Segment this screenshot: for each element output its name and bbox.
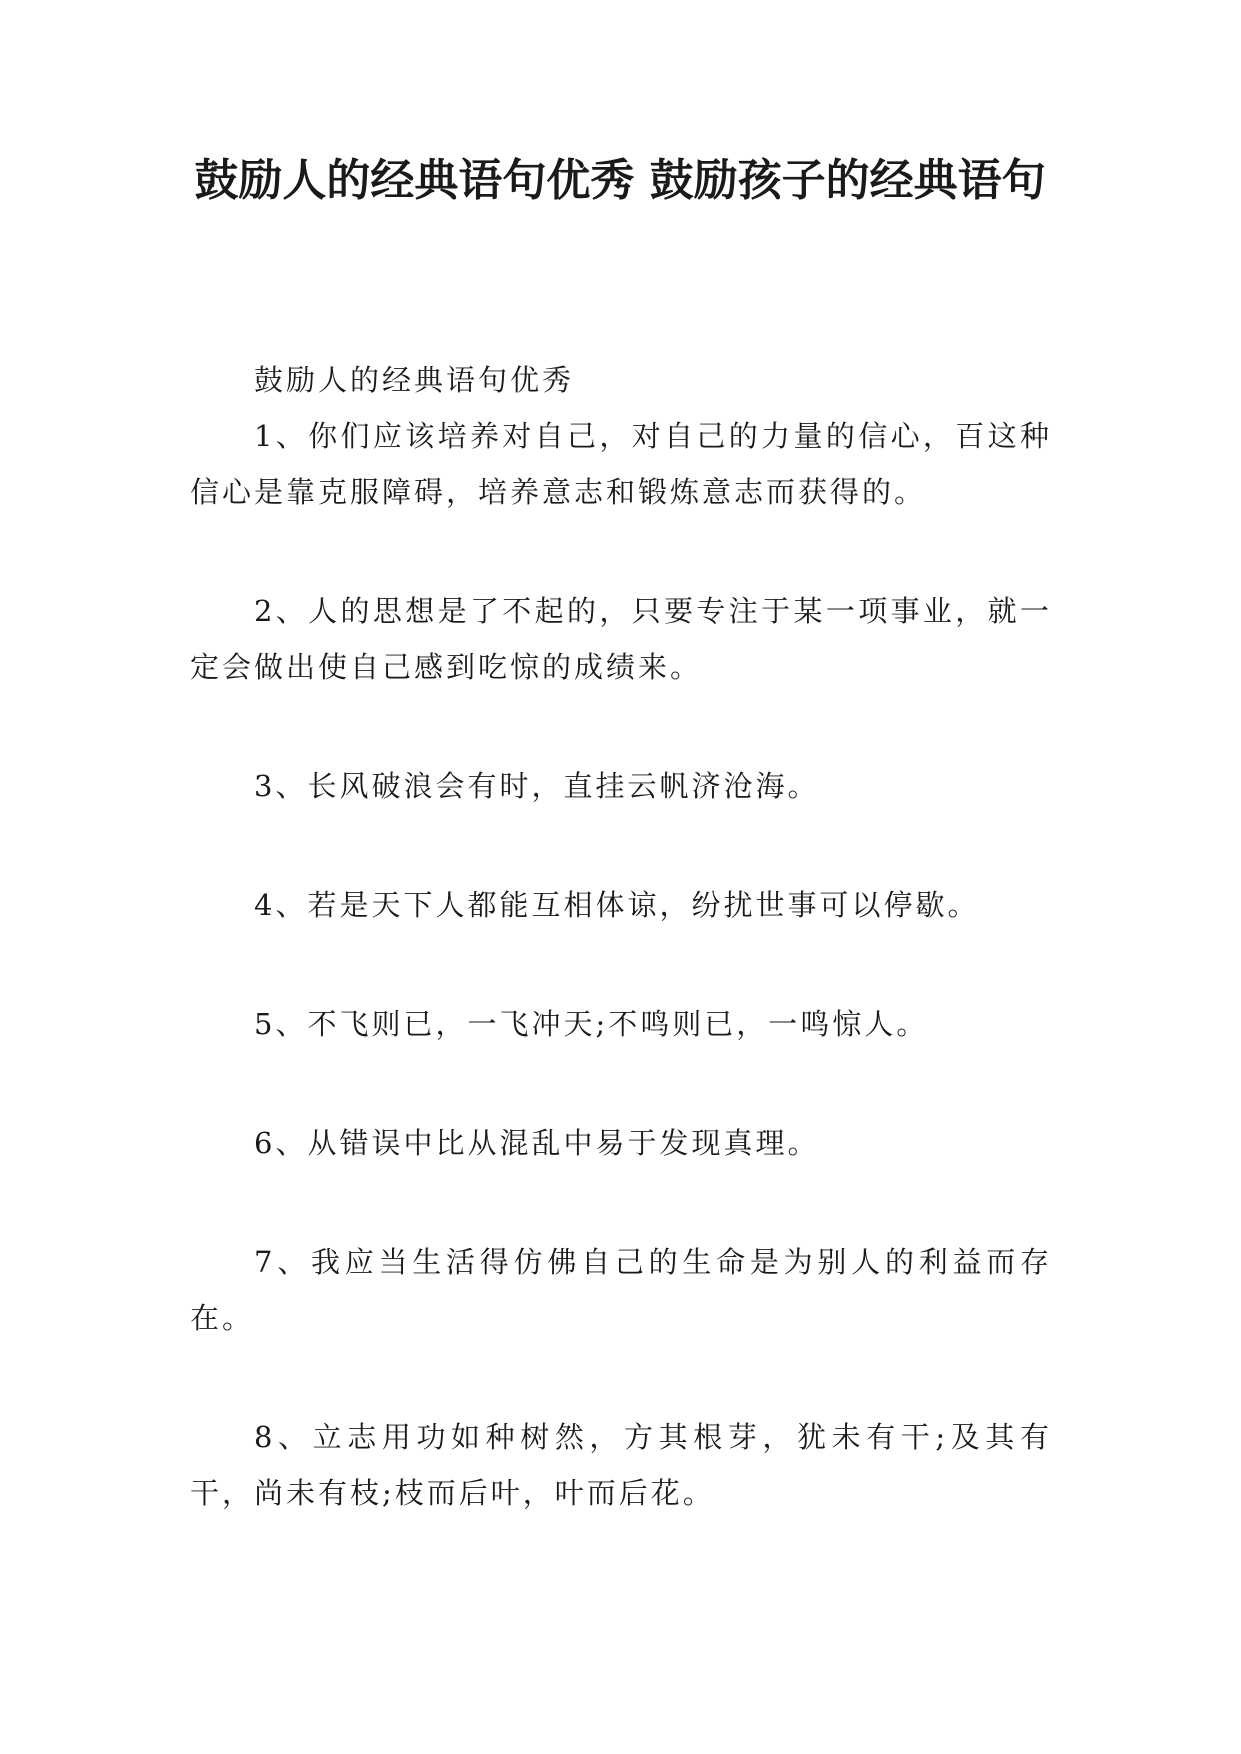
list-item: 6、从错误中比从混乱中易于发现真理。 <box>254 1126 820 1160</box>
list-item: 2、人的思想是了不起的，只要专注于某一项事业，就一定会做出使自己感到吃惊的成绩来。 <box>190 594 1052 684</box>
subheading: 鼓励人的经典语句优秀 <box>254 363 575 397</box>
list-item: 5、不飞则已，一飞冲天;不鸣则已，一鸣惊人。 <box>254 1007 929 1041</box>
document-body <box>190 352 1052 1521</box>
list-item: 3、长风破浪会有时，直挂云帆济沧海。 <box>254 769 820 803</box>
document-title: 鼓励人的经典语句优秀 鼓励孩子的经典语句 <box>194 155 1046 206</box>
list-item: 7、我应当生活得仿佛自己的生命是为别人的利益而存在。 <box>190 1245 1052 1335</box>
list-item: 8、立志用功如种树然，方其根芽，犹未有干;及其有干，尚未有枝;枝而后叶，叶而后花。 <box>190 1420 1052 1510</box>
list-item: 1、你们应该培养对自己，对自己的力量的信心，百这种信心是靠克服障碍，培养意志和锻炼意志而获得的。 <box>190 419 1052 509</box>
list-item: 4、若是天下人都能互相体谅，纷扰世事可以停歇。 <box>254 888 980 922</box>
